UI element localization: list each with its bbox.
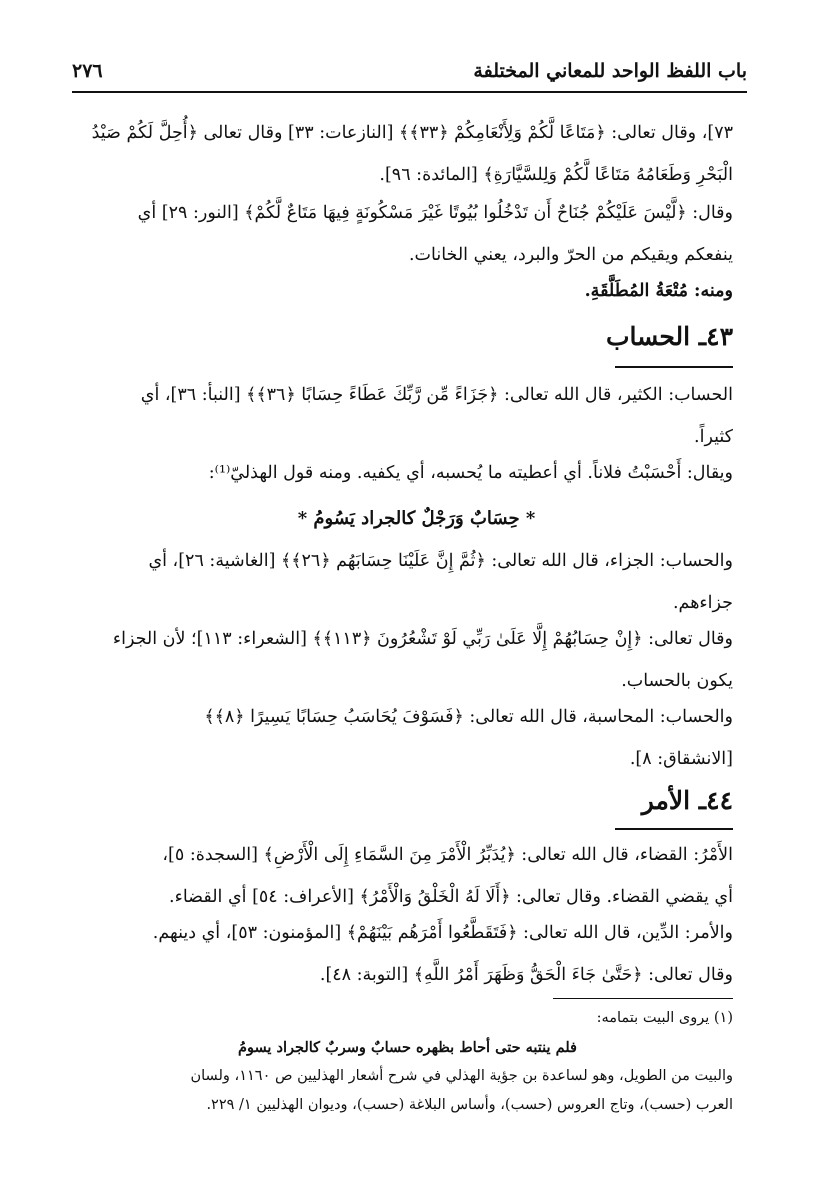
text-line: الْبَحْرِ وَطَعَامُهُ مَتَاعًا لَّكُمْ وَلِلسَّيَّارَةِ﴾ [المائدة: ٩٦]. — [379, 165, 733, 185]
paragraph-mutah — [82, 270, 733, 312]
paragraph-hisab-jaza — [82, 540, 733, 624]
chapter-title: باب اللفظ الواحد للمعاني المختلفة — [473, 60, 747, 82]
paragraph-amr-qada — [82, 834, 733, 918]
footnote — [82, 1004, 733, 1120]
text-line: وقال تعالى: ﴿إِنْ حِسَابُهُمْ إِلَّا عَلَىٰ رَبِّي لَوْ تَشْعُرُونَ ﴿١١٣﴾﴾ [الشعراء: ١١٣]؛ لأن الجزاء — [112, 629, 733, 649]
text-line: جزاءهم. — [672, 593, 733, 613]
paragraph-amr-din — [82, 912, 733, 996]
section-heading-hisab: ٤٣ـ الحساب — [605, 322, 733, 351]
text-line: وقال تعالى: ﴿حَتَّىٰ جَاءَ الْحَقُّ وَظَهَرَ أَمْرُ اللَّهِ﴾ [التوبة: ٤٨]. — [319, 965, 733, 985]
footnote-rule — [553, 998, 733, 999]
text-line: ٧٣]، وقال تعالى: ﴿مَتَاعًا لَّكُمْ وَلِأَنْعَامِكُمْ ﴿٣٣﴾﴾ [النازعات: ٣٣] وقال تعالى ﴿أُحِلَّ لَكُمْ صَيْدُ — [91, 123, 733, 143]
paragraph-mataa-verses — [82, 112, 733, 196]
footnote-line: فلم ينتبه حتى أحاط بظهره حسابٌ وسربٌ كالجراد يسومُ — [238, 1039, 577, 1056]
paragraph-mataa-houses — [82, 192, 733, 276]
text-line: الحساب: الكثير، قال الله تعالى: ﴿جَزَاءً مِّن رَّبِّكَ عَطَاءً حِسَابًا ﴿٣٦﴾﴾ [النبأ: ٣٦]، أي — [140, 385, 733, 405]
footnote-line: (١) يروى البيت بتمامه: — [596, 1010, 733, 1026]
text-line: ينفعكم ويقيكم من الحرّ والبرد، يعني الخانات. — [408, 245, 733, 265]
paragraph-muhasaba — [82, 696, 733, 780]
text-line: وقال: ﴿لَّيْسَ عَلَيْكُمْ جُنَاحٌ أَن تَدْخُلُوا بُيُوتًا غَيْرَ مَسْكُونَةٍ فِيهَا مَتَاعٌ لَّكُمْ﴾ [النور: ٢٩] أي — [137, 203, 733, 223]
text-line: ويقال: أَحْسَبْتُ فلاناً. أي أعطيته ما يُحسبه، أي يكفيه. ومنه قول الهذليّ⁽¹⁾: — [208, 463, 733, 483]
paragraph-hisabuhum — [82, 618, 733, 702]
running-header — [72, 56, 747, 90]
text-line: والحساب: المحاسبة، قال الله تعالى: ﴿فَسَوْفَ يُحَاسَبُ حِسَابًا يَسِيرًا ﴿٨﴾﴾ — [204, 707, 733, 727]
footnote-line: والبيت من الطويل، وهو لساعدة بن جؤية الهذلي في شرح أشعار الهذليين ص ١١٦٠، ولسان — [190, 1068, 733, 1084]
text-line: ومنه: مُتْعَةُ المُطَلَّقَةِ. — [584, 281, 733, 301]
section-rule — [615, 828, 733, 830]
text-line: [الانشقاق: ٨]. — [629, 749, 733, 769]
text-line: كثيراً. — [694, 427, 733, 447]
text-line: أي يقضي القضاء. وقال تعالى: ﴿أَلَا لَهُ الْخَلْقُ وَالْأَمْرُ﴾ [الأعراف: ٥٤] أي القضاء. — [169, 887, 733, 907]
section-rule — [615, 366, 733, 368]
paragraph-hisab-kathir — [82, 374, 733, 458]
text-line: الأَمْرُ: القضاء، قال الله تعالى: ﴿يُدَبِّرُ الْأَمْرَ مِنَ السَّمَاءِ إِلَى الْأَرْضِ﴾ [السجدة: ٥]، — [162, 845, 733, 865]
page-number: ٢٧٦ — [72, 60, 103, 82]
footnote-line: العرب (حسب)، وتاج العروس (حسب)، وأساس البلاغة (حسب)، وديوان الهذليين ١/ ٢٢٩. — [206, 1097, 733, 1113]
paragraph-ahsabtu — [82, 452, 733, 494]
text-line: والحساب: الجزاء، قال الله تعالى: ﴿ثُمَّ إِنَّ عَلَيْنَا حِسَابَهُم ﴿٢٦﴾﴾ [الغاشية: ٢٦]، أي — [148, 551, 733, 571]
text-line: يكون بالحساب. — [621, 671, 733, 691]
poetry-verse: * حِسَابٌ وَرَجْلٌ كالجراد يَسُومُ * — [297, 508, 536, 529]
section-heading-amr: ٤٤ـ الأمر — [641, 786, 733, 815]
text-line: والأمر: الدِّين، قال الله تعالى: ﴿فَتَقَطَّعُوا أَمْرَهُم بَيْنَهُمْ﴾ [المؤمنون: ٥٣]، أي دينهم. — [152, 923, 733, 943]
header-rule — [72, 91, 747, 93]
